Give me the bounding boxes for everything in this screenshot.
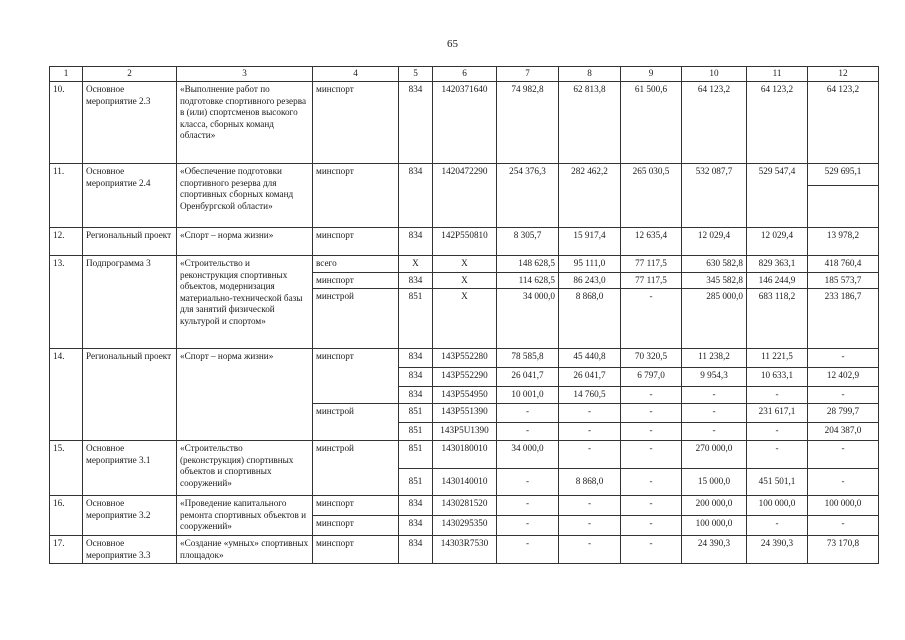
value-col-8: 95 111,0 <box>559 256 621 273</box>
value-col-12: 418 760,4 <box>808 256 879 273</box>
responsible-org: минспорт <box>313 82 399 164</box>
row-number: 14. <box>50 349 83 441</box>
col-number-2: 2 <box>83 67 177 82</box>
table-row-13 <box>50 256 879 273</box>
value-col-10: - <box>682 404 747 423</box>
value-col-7: 8 305,7 <box>497 228 559 256</box>
value-col-7: - <box>497 423 559 441</box>
responsible-org: минспорт <box>313 536 399 564</box>
value-col-11: 11 221,5 <box>747 349 808 368</box>
value-col-11: 12 029,4 <box>747 228 808 256</box>
activity-type: Основное мероприятие 2.4 <box>83 164 177 228</box>
budget-code: X <box>433 289 497 349</box>
org-code: 834 <box>399 536 433 564</box>
value-col-8: 8 868,0 <box>559 289 621 349</box>
budget-code: X <box>433 256 497 273</box>
value-col-11: - <box>747 387 808 404</box>
value-col-7: 74 982,8 <box>497 82 559 164</box>
col-number-3: 3 <box>177 67 313 82</box>
value-col-9: 61 500,6 <box>621 82 682 164</box>
col-number-6: 6 <box>433 67 497 82</box>
value-col-7: 26 041,7 <box>497 368 559 387</box>
budget-code: 143P551390 <box>433 404 497 423</box>
table-row-16 <box>50 496 879 516</box>
row-number: 12. <box>50 228 83 256</box>
value-col-8: - <box>559 536 621 564</box>
col-number-9: 9 <box>621 67 682 82</box>
value-col-9: - <box>621 404 682 423</box>
activity-name: «Проведение капитального ремонта спортивных объектов и сооружений» <box>177 496 313 536</box>
org-code: 834 <box>399 228 433 256</box>
row-number: 15. <box>50 441 83 496</box>
activity-type: Подпрограмма 3 <box>83 256 177 349</box>
value-col-8: - <box>559 441 621 469</box>
value-col-10: 12 029,4 <box>682 228 747 256</box>
budget-code: 1430140010 <box>433 469 497 496</box>
col-number-11: 11 <box>747 67 808 82</box>
value-col-11: 100 000,0 <box>747 496 808 516</box>
value-col-8: 282 462,2 <box>559 164 621 228</box>
value-col-9: - <box>621 536 682 564</box>
activity-name: «Создание «умных» спортивных площадок» <box>177 536 313 564</box>
activity-name: «Строительство (реконструкция) спортивных объектов и спортивных сооружений» <box>177 441 313 496</box>
org-code: 834 <box>399 272 433 289</box>
row-number: 16. <box>50 496 83 536</box>
value-col-9: - <box>621 441 682 469</box>
budget-code: 1430295350 <box>433 516 497 536</box>
value-col-11: - <box>747 516 808 536</box>
org-code: 851 <box>399 469 433 496</box>
responsible-org: минстрой <box>313 289 399 349</box>
value-col-10: 200 000,0 <box>682 496 747 516</box>
value-col-7: - <box>497 496 559 516</box>
value-col-12: - <box>808 441 879 469</box>
responsible-org: минстрой <box>313 404 399 441</box>
value-col-8: 86 243,0 <box>559 272 621 289</box>
value-col-12: 233 186,7 <box>808 289 879 349</box>
value-col-8: 8 868,0 <box>559 469 621 496</box>
value-col-11: 683 118,2 <box>747 289 808 349</box>
value-col-9: 12 635,4 <box>621 228 682 256</box>
value-col-7: 148 628,5 <box>497 256 559 273</box>
value-col-8: 45 440,8 <box>559 349 621 368</box>
budget-code: 143P552280 <box>433 349 497 368</box>
value-col-12: 529 695,1 <box>808 164 879 186</box>
activity-name: «Строительство и реконструкция спортивных объектов, модернизация материально-технической базы для занятий физической культурой и спортом» <box>177 256 313 349</box>
value-col-9: - <box>621 496 682 516</box>
org-code: 834 <box>399 164 433 228</box>
budget-code: 1430180010 <box>433 441 497 469</box>
col-number-7: 7 <box>497 67 559 82</box>
value-col-12: - <box>808 516 879 536</box>
activity-type: Региональный проект <box>83 228 177 256</box>
value-col-9: 265 030,5 <box>621 164 682 228</box>
responsible-org: всего <box>313 256 399 273</box>
org-code: 834 <box>399 516 433 536</box>
value-col-7: 34 000,0 <box>497 441 559 469</box>
value-col-7: 10 001,0 <box>497 387 559 404</box>
value-col-7: 34 000,0 <box>497 289 559 349</box>
value-col-12: 64 123,2 <box>808 82 879 164</box>
value-col-11: 451 501,1 <box>747 469 808 496</box>
value-col-12: - <box>808 469 879 496</box>
row-number: 17. <box>50 536 83 564</box>
value-col-10: 64 123,2 <box>682 82 747 164</box>
activity-name: «Спорт – норма жизни» <box>177 349 313 441</box>
value-col-9: - <box>621 516 682 536</box>
responsible-org: минстрой <box>313 441 399 496</box>
table-row-12 <box>50 228 879 256</box>
row-number: 13. <box>50 256 83 349</box>
value-col-11: 146 244,9 <box>747 272 808 289</box>
activity-type: Региональный проект <box>83 349 177 441</box>
value-col-12: - <box>808 387 879 404</box>
activity-type: Основное мероприятие 3.1 <box>83 441 177 496</box>
activity-type: Основное мероприятие 3.2 <box>83 496 177 536</box>
value-col-10: - <box>682 423 747 441</box>
org-code: 851 <box>399 441 433 469</box>
row-number: 10. <box>50 82 83 164</box>
org-code: 834 <box>399 496 433 516</box>
activity-name: «Обеспечение подготовки спортивного резерва для спортивных сборных команд Оренбургской области» <box>177 164 313 228</box>
col-number-10: 10 <box>682 67 747 82</box>
value-col-10: 15 000,0 <box>682 469 747 496</box>
col-number-1: 1 <box>50 67 83 82</box>
value-col-8: - <box>559 423 621 441</box>
value-col-10: 9 954,3 <box>682 368 747 387</box>
value-col-7: - <box>497 536 559 564</box>
value-col-12: 185 573,7 <box>808 272 879 289</box>
budget-code: 142P550810 <box>433 228 497 256</box>
value-col-10: 285 000,0 <box>682 289 747 349</box>
responsible-org: минспорт <box>313 516 399 536</box>
empty-cell <box>808 186 879 228</box>
value-col-11: 529 547,4 <box>747 164 808 228</box>
value-col-11: 10 633,1 <box>747 368 808 387</box>
value-col-11: 829 363,1 <box>747 256 808 273</box>
value-col-8: 62 813,8 <box>559 82 621 164</box>
org-code: 834 <box>399 349 433 368</box>
org-code: 834 <box>399 368 433 387</box>
value-col-11: 24 390,3 <box>747 536 808 564</box>
row-number: 11. <box>50 164 83 228</box>
org-code: 851 <box>399 404 433 423</box>
col-number-12: 12 <box>808 67 879 82</box>
table-row-15 <box>50 441 879 469</box>
budget-code: X <box>433 272 497 289</box>
value-col-9: - <box>621 289 682 349</box>
value-col-9: - <box>621 387 682 404</box>
value-col-12: - <box>808 349 879 368</box>
value-col-9: 77 117,5 <box>621 272 682 289</box>
value-col-10: 345 582,8 <box>682 272 747 289</box>
value-col-10: 630 582,8 <box>682 256 747 273</box>
value-col-9: - <box>621 469 682 496</box>
value-col-9: 6 797,0 <box>621 368 682 387</box>
value-col-8: - <box>559 404 621 423</box>
responsible-org: минспорт <box>313 164 399 228</box>
value-col-11: - <box>747 423 808 441</box>
budget-code: 1430281520 <box>433 496 497 516</box>
value-col-11: - <box>747 441 808 469</box>
budget-code: 1420371640 <box>433 82 497 164</box>
value-col-9: 77 117,5 <box>621 256 682 273</box>
col-number-5: 5 <box>399 67 433 82</box>
table-row-10 <box>50 82 879 164</box>
value-col-12: 100 000,0 <box>808 496 879 516</box>
responsible-org: минспорт <box>313 496 399 516</box>
value-col-12: 28 799,7 <box>808 404 879 423</box>
value-col-12: 12 402,9 <box>808 368 879 387</box>
value-col-7: 114 628,5 <box>497 272 559 289</box>
value-col-8: - <box>559 496 621 516</box>
budget-table <box>49 66 879 564</box>
org-code: X <box>399 256 433 273</box>
activity-name: «Спорт – норма жизни» <box>177 228 313 256</box>
value-col-10: 100 000,0 <box>682 516 747 536</box>
value-col-11: 64 123,2 <box>747 82 808 164</box>
org-code: 851 <box>399 289 433 349</box>
value-col-9: 70 320,5 <box>621 349 682 368</box>
value-col-8: 15 917,4 <box>559 228 621 256</box>
table-row-17 <box>50 536 879 564</box>
org-code: 834 <box>399 387 433 404</box>
value-col-12: 73 170,8 <box>808 536 879 564</box>
budget-code: 143P552290 <box>433 368 497 387</box>
value-col-9: - <box>621 423 682 441</box>
org-code: 834 <box>399 82 433 164</box>
page-number: 65 <box>447 38 458 50</box>
budget-code: 1420472290 <box>433 164 497 228</box>
value-col-10: 11 238,2 <box>682 349 747 368</box>
activity-name: «Выполнение работ по подготовке спортивного резерва в (или) спортсменов высокого класса, сборных команд области» <box>177 82 313 164</box>
value-col-8: 26 041,7 <box>559 368 621 387</box>
table-row-14 <box>50 349 879 368</box>
column-number-row <box>50 67 879 82</box>
value-col-10: - <box>682 387 747 404</box>
table-row-11 <box>50 164 879 186</box>
value-col-7: - <box>497 469 559 496</box>
value-col-7: 254 376,3 <box>497 164 559 228</box>
budget-code: 143P5U1390 <box>433 423 497 441</box>
org-code: 851 <box>399 423 433 441</box>
value-col-11: 231 617,1 <box>747 404 808 423</box>
value-col-10: 532 087,7 <box>682 164 747 228</box>
value-col-8: - <box>559 516 621 536</box>
value-col-8: 14 760,5 <box>559 387 621 404</box>
col-number-4: 4 <box>313 67 399 82</box>
responsible-org: минспорт <box>313 272 399 289</box>
activity-type: Основное мероприятие 3.3 <box>83 536 177 564</box>
value-col-7: - <box>497 516 559 536</box>
responsible-org: минспорт <box>313 228 399 256</box>
col-number-8: 8 <box>559 67 621 82</box>
responsible-org: минспорт <box>313 349 399 404</box>
budget-code: 143P554950 <box>433 387 497 404</box>
value-col-7: - <box>497 404 559 423</box>
value-col-10: 24 390,3 <box>682 536 747 564</box>
value-col-12: 204 387,0 <box>808 423 879 441</box>
value-col-7: 78 585,8 <box>497 349 559 368</box>
value-col-10: 270 000,0 <box>682 441 747 469</box>
value-col-12: 13 978,2 <box>808 228 879 256</box>
budget-code: 14303R7530 <box>433 536 497 564</box>
activity-type: Основное мероприятие 2.3 <box>83 82 177 164</box>
